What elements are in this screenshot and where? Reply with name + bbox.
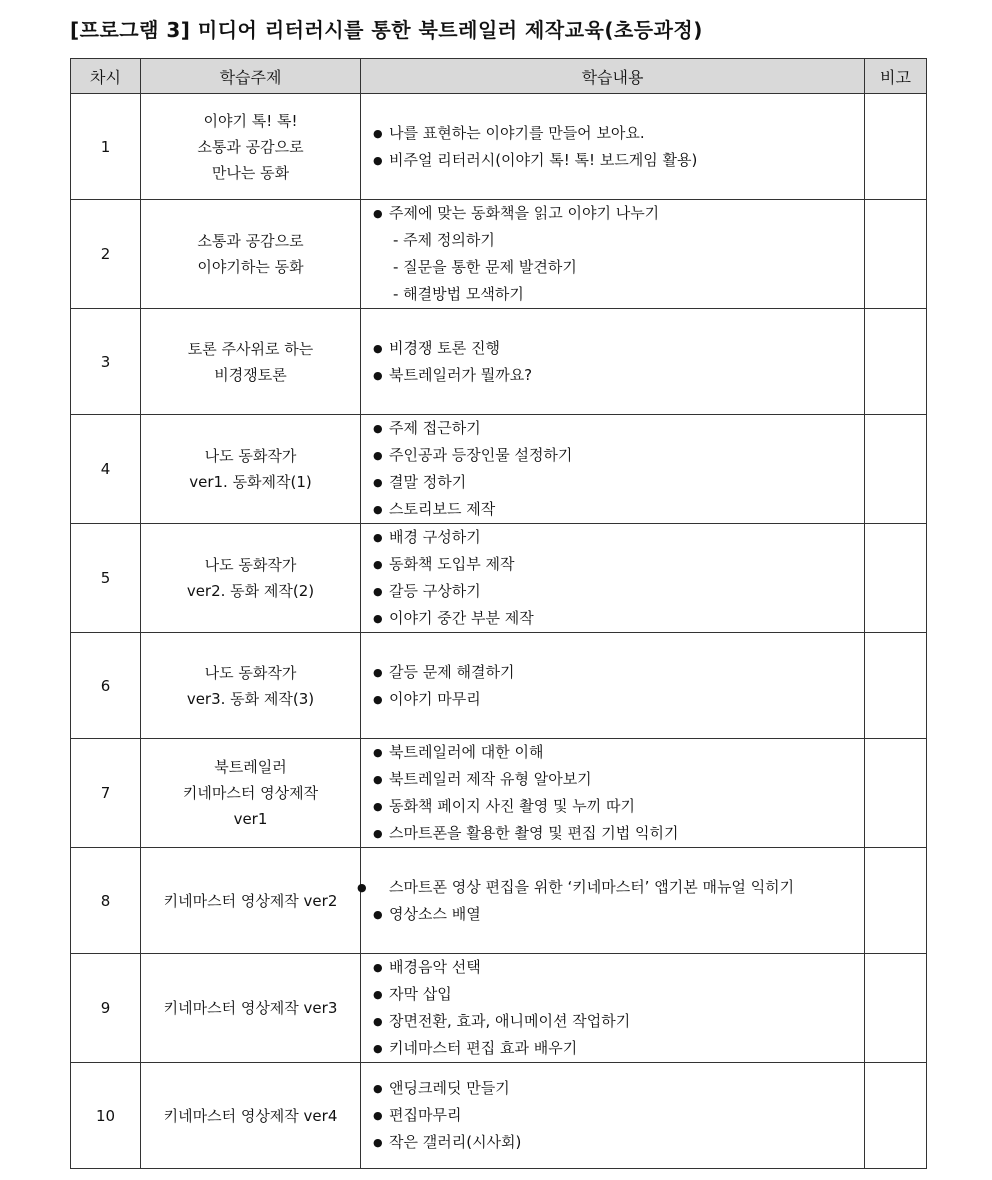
content-cell (361, 309, 865, 415)
content-list (373, 120, 854, 174)
content-cell (361, 200, 865, 309)
list-item (373, 496, 854, 523)
topic-line: 나도 동화작가 (204, 663, 297, 682)
topic-line: 북트레일러 (214, 758, 287, 776)
topic-line: 키네마스터 영상제작 ver4 (163, 1106, 338, 1125)
list-item (373, 659, 854, 686)
list-item (373, 766, 854, 793)
topic-line: 이야기 톡! 톡! (203, 111, 298, 130)
content-list (373, 1075, 854, 1156)
table-row (71, 633, 927, 739)
topic-line: ver2. 동화 제작(2) (186, 582, 315, 600)
bullet-icon: ● (373, 827, 383, 840)
bullet-icon: ● (373, 773, 383, 786)
session-number: 1 (71, 94, 141, 200)
topic-cell (141, 954, 361, 1063)
header-note: 비고 (865, 59, 927, 94)
note-cell (865, 633, 927, 739)
list-item-text: 동화책 도입부 제작 (389, 555, 515, 573)
topic-cell (141, 633, 361, 739)
list-item (373, 1035, 854, 1062)
table-row (71, 309, 927, 415)
content-cell (361, 415, 865, 524)
topic-line: 소통과 공감으로 (197, 137, 304, 156)
list-item (373, 281, 854, 308)
content-list (373, 415, 854, 523)
list-item-text: 앤딩크레딧 만들기 (389, 1079, 510, 1097)
note-cell (865, 94, 927, 200)
note-cell (865, 309, 927, 415)
content-cell (361, 94, 865, 200)
content-list (373, 659, 854, 713)
topic-line: 소통과 공감으로 (197, 232, 304, 250)
bullet-icon: ● (373, 449, 383, 462)
list-item-text: - 해결방법 모색하기 (393, 285, 524, 303)
topic-line: 나도 동화작가 (204, 447, 297, 465)
header-session: 차시 (71, 59, 141, 94)
topic-cell (141, 524, 361, 633)
list-item-text: 이야기 중간 부분 제작 (389, 609, 534, 627)
list-item-text: 스토리보드 제작 (389, 500, 496, 518)
list-item-text: 나를 표현하는 이야기를 만들어 보아요. (389, 123, 645, 142)
list-item-text: 갈등 문제 해결하기 (389, 662, 515, 681)
list-item (373, 524, 854, 551)
topic-cell (141, 1063, 361, 1169)
bullet-icon: ● (373, 612, 383, 625)
list-item-text: 주제에 맞는 동화책을 읽고 이야기 나누기 (389, 204, 660, 222)
topic-line: 키네마스터 영상제작 (182, 784, 319, 802)
session-number: 9 (71, 954, 141, 1063)
list-item (373, 200, 854, 227)
table-row (71, 200, 927, 309)
header-content: 학습내용 (361, 59, 865, 94)
session-number: 2 (71, 200, 141, 309)
bullet-icon: ● (373, 558, 383, 571)
list-item-text: 주제 접근하기 (389, 419, 481, 437)
topic-cell (141, 739, 361, 848)
table-row (71, 739, 927, 848)
content-list (373, 739, 854, 847)
list-item (373, 901, 854, 928)
list-item-text: 이야기 마무리 (389, 689, 481, 708)
note-cell (865, 415, 927, 524)
content-list (373, 954, 854, 1062)
topic-cell (141, 848, 361, 954)
content-cell (357, 848, 865, 954)
topic-cell (141, 200, 361, 309)
topic-line: 토론 주사위로 하는 (187, 339, 314, 358)
bullet-icon: ● (373, 503, 383, 516)
bullet-icon: ● (373, 907, 383, 921)
content-list (357, 874, 854, 928)
topic-line: 만나는 동화 (211, 163, 290, 182)
bullet-icon: ● (373, 1136, 383, 1149)
table-row (71, 415, 927, 524)
table-row (71, 524, 927, 633)
note-cell (865, 848, 927, 954)
list-item (373, 739, 854, 766)
list-item (373, 954, 854, 981)
bullet-icon: ● (373, 692, 383, 706)
list-item (373, 1075, 854, 1102)
header-row (71, 59, 927, 94)
list-item-text: 동화책 페이지 사진 촬영 및 누끼 따기 (389, 797, 635, 815)
content-list (373, 200, 854, 308)
table-row (71, 94, 927, 200)
note-cell (865, 200, 927, 309)
bullet-icon: ● (373, 988, 383, 1001)
list-item (373, 147, 854, 174)
page-title: [프로그램 3] 미디어 리터러시를 통한 북트레일러 제작교육(초등과정) (70, 18, 703, 42)
bullet-icon: ● (373, 746, 383, 759)
list-item (373, 415, 854, 442)
list-item-text: 북트레일러가 뭘까요? (389, 365, 533, 384)
list-item (373, 686, 854, 713)
topic-line: 키네마스터 영상제작 ver3 (163, 999, 338, 1017)
curriculum-table (70, 58, 927, 1169)
session-number: 7 (71, 739, 141, 848)
session-number: 4 (71, 415, 141, 524)
list-item-text: 배경 구성하기 (389, 528, 481, 546)
bullet-icon: ● (373, 531, 383, 544)
bullet-icon: ● (373, 476, 383, 489)
note-cell (865, 1063, 927, 1169)
list-item (373, 820, 854, 847)
list-item (373, 1129, 854, 1156)
list-item-text: - 질문을 통한 문제 발견하기 (393, 258, 577, 276)
list-item (373, 793, 854, 820)
list-item-text: 영상소스 배열 (389, 904, 481, 923)
list-item (373, 335, 854, 362)
list-item-text: 북트레일러 제작 유형 알아보기 (389, 770, 592, 788)
list-item-text: 자막 삽입 (389, 985, 452, 1003)
list-item-text: 주인공과 등장인물 설정하기 (389, 446, 573, 464)
list-item (357, 874, 854, 901)
bullet-icon: ● (373, 341, 383, 355)
list-item (373, 469, 854, 496)
session-number: 5 (71, 524, 141, 633)
note-cell (865, 739, 927, 848)
table-row (71, 848, 927, 954)
topic-line: ver3. 동화 제작(3) (186, 689, 315, 708)
header-topic: 학습주제 (141, 59, 361, 94)
content-cell (361, 1063, 865, 1169)
list-item (373, 1008, 854, 1035)
topic-line: ver1. 동화제작(1) (189, 473, 312, 491)
list-item (373, 578, 854, 605)
list-item (373, 227, 854, 254)
bullet-icon: ● (373, 1109, 383, 1122)
content-list (373, 335, 854, 389)
list-item (373, 442, 854, 469)
bullet-icon: ● (373, 1042, 383, 1055)
bullet-icon: ● (373, 153, 383, 167)
bullet-icon: ● (373, 207, 383, 220)
topic-line: 이야기하는 동화 (197, 258, 304, 276)
list-item-text: 작은 갤러리(시사회) (389, 1133, 522, 1151)
session-number: 6 (71, 633, 141, 739)
bullet-icon: ● (373, 1082, 383, 1095)
bullet-icon: ● (373, 585, 383, 598)
content-cell (361, 633, 865, 739)
list-item (373, 551, 854, 578)
list-item (373, 120, 854, 147)
content-list (373, 524, 854, 632)
bullet-icon: ● (373, 961, 383, 974)
topic-line: 비경쟁토론 (214, 365, 287, 384)
bullet-icon: ● (373, 1015, 383, 1028)
list-item (373, 605, 854, 632)
note-cell (865, 524, 927, 633)
list-item-text: 편집마무리 (389, 1106, 462, 1124)
table-row (71, 1063, 927, 1169)
topic-line: 나도 동화작가 (204, 556, 297, 574)
bullet-icon: ● (373, 800, 383, 813)
list-item-text: 키네마스터 편집 효과 배우기 (389, 1039, 578, 1057)
bullet-icon: ● (373, 368, 383, 382)
list-item (373, 1102, 854, 1129)
topic-cell (141, 415, 361, 524)
content-cell (361, 954, 865, 1063)
topic-line: ver1 (233, 810, 268, 828)
list-item-text: 배경음악 선택 (389, 958, 481, 976)
list-item-text: - 주제 정의하기 (393, 231, 495, 249)
session-number: 3 (71, 309, 141, 415)
list-item (373, 254, 854, 281)
topic-cell (141, 94, 361, 200)
table-row (71, 954, 927, 1063)
topic-cell (141, 309, 361, 415)
list-item (373, 362, 854, 389)
topic-line: 키네마스터 영상제작 ver2 (163, 891, 338, 910)
list-item (373, 981, 854, 1008)
list-item-text: 스마트폰을 활용한 촬영 및 편집 기법 익히기 (389, 824, 679, 842)
list-item-text: 갈등 구상하기 (389, 582, 481, 600)
list-item-text: 북트레일러에 대한 이해 (389, 743, 544, 761)
bullet-icon: ● (373, 422, 383, 435)
list-item-text: 비경쟁 토론 진행 (389, 338, 500, 357)
list-item-text: 스마트폰 영상 편집을 위한 ‘키네마스터’ 앱기본 매뉴얼 익히기 (389, 877, 795, 896)
list-item-text: 결말 정하기 (389, 473, 467, 491)
note-cell (865, 954, 927, 1063)
bullet-icon: ● (357, 880, 367, 894)
list-item-text: 비주얼 리터러시(이야기 톡! 톡! 보드게임 활용) (389, 150, 698, 169)
bullet-icon: ● (373, 665, 383, 679)
list-item-text: 장면전환, 효과, 애니메이션 작업하기 (389, 1012, 631, 1030)
session-number: 8 (71, 848, 141, 954)
bullet-icon: ● (373, 126, 383, 140)
session-number: 10 (71, 1063, 141, 1169)
content-cell (361, 739, 865, 848)
content-cell (361, 524, 865, 633)
